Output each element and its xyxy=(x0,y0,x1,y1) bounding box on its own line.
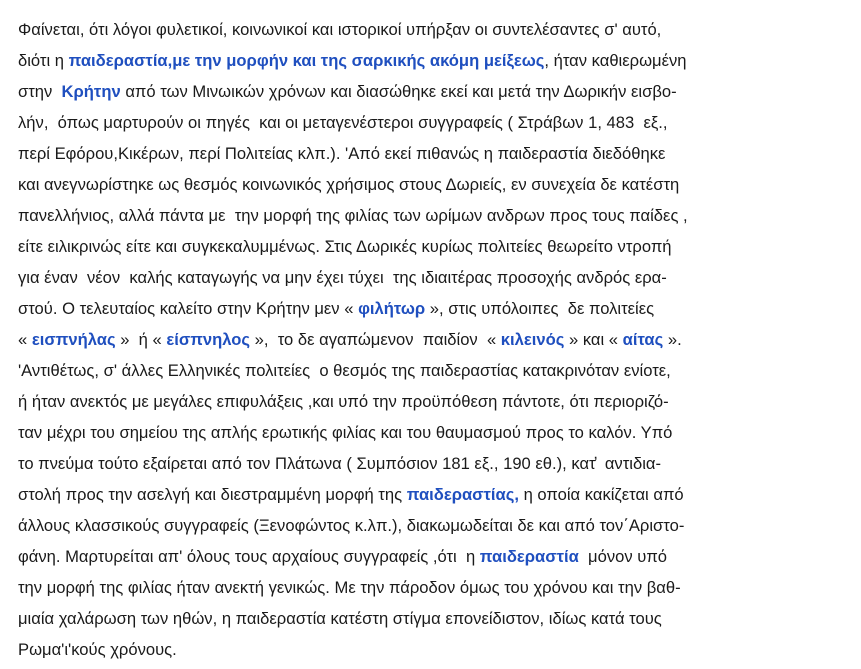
text-run: μιαία χαλάρωση των ηθών, η παιδεραστία κατέστη στίγμα επονείδιστον, ιδίως κατά τους xyxy=(18,609,662,628)
text-line xyxy=(18,293,848,324)
highlighted-term: παιδεραστία,με την μορφήν και της σαρκικής ακόμη μείξεως xyxy=(68,51,545,70)
text-line xyxy=(18,634,848,665)
text-line xyxy=(18,200,848,231)
text-run: περί Εφόρου,Κικέρων, περί Πολιτείας κλπ.). 'Από εκεί πιθανώς η παιδεραστία διεδόθηκε xyxy=(18,144,666,163)
highlighted-term: εισπνήλας xyxy=(31,330,116,349)
text-run: », το δε αγαπώμενον παιδίον « xyxy=(250,330,501,349)
text-line xyxy=(18,76,848,107)
text-run: είτε ειλικρινώς είτε και συγκεκαλυμμένως. Στις Δωρικές κυρίως πολιτείες θεωρείτο ντροπή xyxy=(18,237,672,256)
text-line xyxy=(18,355,848,386)
text-run: άλλους κλασσικούς συγγραφείς (Ξενοφώντος κ.λπ.), διακωμωδείται δε και από τον΄Αριστο- xyxy=(18,516,685,535)
text-run: φάνη. Μαρτυρείται απ' όλους τους αρχαίους συγγραφείς ,ότι η xyxy=(18,547,480,566)
highlighted-term: φιλήτωρ xyxy=(358,299,426,318)
text-run: » και « xyxy=(564,330,623,349)
text-line xyxy=(18,417,848,448)
text-run: λήν, όπως μαρτυρούν οι πηγές και οι μεταγενέστεροι συγγραφείς ( Στράβων 1, 483 εξ., xyxy=(18,113,668,132)
text-run: », στις υπόλοιπες δε πολιτείες xyxy=(425,299,655,318)
text-run: , ήταν καθιερωμένη xyxy=(544,51,687,70)
text-line xyxy=(18,510,848,541)
text-line xyxy=(18,386,848,417)
text-line xyxy=(18,14,848,45)
text-line xyxy=(18,572,848,603)
text-line xyxy=(18,603,848,634)
text-run: ταν μέχρι του σημείου της απλής ερωτικής φιλίας και του θαυμασμού προς το καλόν. Υπό xyxy=(18,423,673,442)
highlighted-term: είσπνηλος xyxy=(166,330,251,349)
text-run: « xyxy=(18,330,32,349)
text-line xyxy=(18,262,848,293)
text-run: ». xyxy=(663,330,682,349)
text-run: 'Αντιθέτως, σ' άλλες Ελληνικές πολιτείες ο θεσμός της παιδεραστίας κατακρινόταν ενίοτε, xyxy=(18,361,671,380)
text-line xyxy=(18,45,848,76)
text-line xyxy=(18,231,848,262)
text-run: στού. Ο τελευταίος καλείτο στην Κρήτην μεν « xyxy=(18,299,359,318)
text-run: την μορφή της φιλίας ήταν ανεκτή γενικώς. Με την πάροδον όμως του χρόνου και την βαθ- xyxy=(18,578,681,597)
highlighted-term: αίτας xyxy=(622,330,664,349)
paragraph xyxy=(18,14,848,665)
text-line xyxy=(18,138,848,169)
text-run: για έναν νέον καλής καταγωγής να μην έχει τύχει της ιδιαιτέρας προσοχής ανδρός ερα- xyxy=(18,268,667,287)
text-run: διότι η xyxy=(18,51,69,70)
highlighted-term: κιλεινός xyxy=(500,330,565,349)
text-run: ή ήταν ανεκτός με μεγάλες επιφυλάξεις ,και υπό την προϋπόθεση πάντοτε, ότι περιοριζό- xyxy=(18,392,669,411)
highlighted-term: παιδεραστία xyxy=(479,547,579,566)
text-line xyxy=(18,324,848,355)
text-line xyxy=(18,541,848,572)
text-run: μόνον υπό xyxy=(578,547,668,566)
text-line xyxy=(18,448,848,479)
text-run: » ή « xyxy=(115,330,167,349)
text-run: πανελλήνιος, αλλά πάντα με την μορφή της φιλίας των ωρίμων ανδρων προς τους παίδες , xyxy=(18,206,688,225)
text-run: στην xyxy=(18,82,62,101)
text-run: το πνεύμα τούτο εξαίρεται από τον Πλάτωνα ( Συμπόσιον 181 εξ., 190 εθ.), κατ̕ αντιδια- xyxy=(18,454,662,473)
text-run: η οποία κακίζεται από xyxy=(518,485,684,504)
highlighted-term: Κρήτην xyxy=(61,82,121,101)
text-run: και ανεγνωρίστηκε ως θεσμός κοινωνικός χρήσιμος στους Δωριείς, εν συνεχεία δε κατέστη xyxy=(18,175,680,194)
text-run: στολή προς την ασελγή και διεστραμμένη μορφή της xyxy=(18,485,407,504)
text-run: από των Μινωικών χρόνων και διασώθηκε εκεί και μετά την Δωρικήν εισβο- xyxy=(120,82,677,101)
highlighted-term: παιδεραστίας, xyxy=(406,485,519,504)
text-line xyxy=(18,479,848,510)
text-line xyxy=(18,107,848,138)
text-run: Ρωμα'ι'κούς χρόνους. xyxy=(18,640,177,659)
text-run: Φαίνεται, ότι λόγοι φυλετικοί, κοινωνικοί και ιστορικοί υπήρξαν οι συντελέσαντες σ' αυτό, xyxy=(18,20,662,39)
text-line xyxy=(18,169,848,200)
